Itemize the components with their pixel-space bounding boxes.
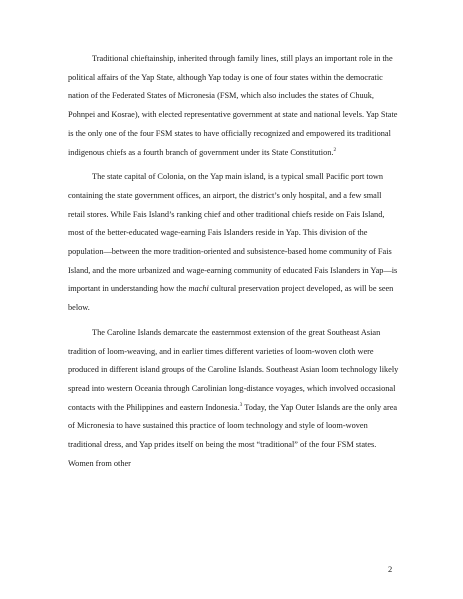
footnote-marker-2: 2 [333, 146, 337, 153]
paragraph-2 [68, 168, 400, 318]
page-number: 2 [388, 564, 393, 574]
paragraph-3 [68, 324, 400, 474]
body-text [68, 50, 400, 479]
machi-term: machi [188, 284, 209, 294]
paragraph-3-text-end: Today, the Yap Outer Islands are the only area of Micronesia to have sustained this practice of loom technology and style of loom-woven traditional dress, and Yap prides itself on being the most “traditional” of the four FSM states. Women from other [68, 402, 398, 468]
paragraph-1 [68, 50, 400, 162]
paragraph-2-text-start: The state capital of Colonia, on the Yap main island, is a typical small Pacific port town containing the state government offices, an airport, the district’s only hospital, and a few small retail stores. While Fais Island’s ranking chief and other traditional chiefs reside on Fais Island, most of the better-educated wage-earning Fais Islanders reside in Yap. This division of the population—between the more tradition-oriented and subsistence-based home community of Fais Island, and the more urbanized and wage-earning community of educated Fais Islanders in Yap—is important in understanding how the [68, 172, 398, 294]
paragraph-2-text-end: cultural preservation project developed, as will be seen below. [68, 284, 394, 313]
paragraph-1-text: Traditional chieftainship, inherited through family lines, still plays an important role in the political affairs of the Yap State, although Yap today is one of four states within the democratic nation of the Federated States of Micronesia (FSM, which also includes the states of Chuuk, Pohnpei and Kosrae), with elected representative government at state and national levels. Yap State is the only one of the four FSM states to have officially recognized and empowered its traditional indigenous chiefs as a fourth branch of government under its State Constitution. [68, 54, 398, 157]
paragraph-3-text-start: The Caroline Islands demarcate the easternmost extension of the great Southeast Asian tradition of loom-weaving, and in earlier times different varieties of loom-woven cloth were produced in different island groups of the Caroline Islands. Southeast Asian loom technology likely spread into western Oceania through Carolinian long-distance voyages, which involved occasional contacts with the Philippines and eastern Indonesia. [68, 327, 399, 412]
footnote-marker-3: 3 [239, 401, 243, 408]
